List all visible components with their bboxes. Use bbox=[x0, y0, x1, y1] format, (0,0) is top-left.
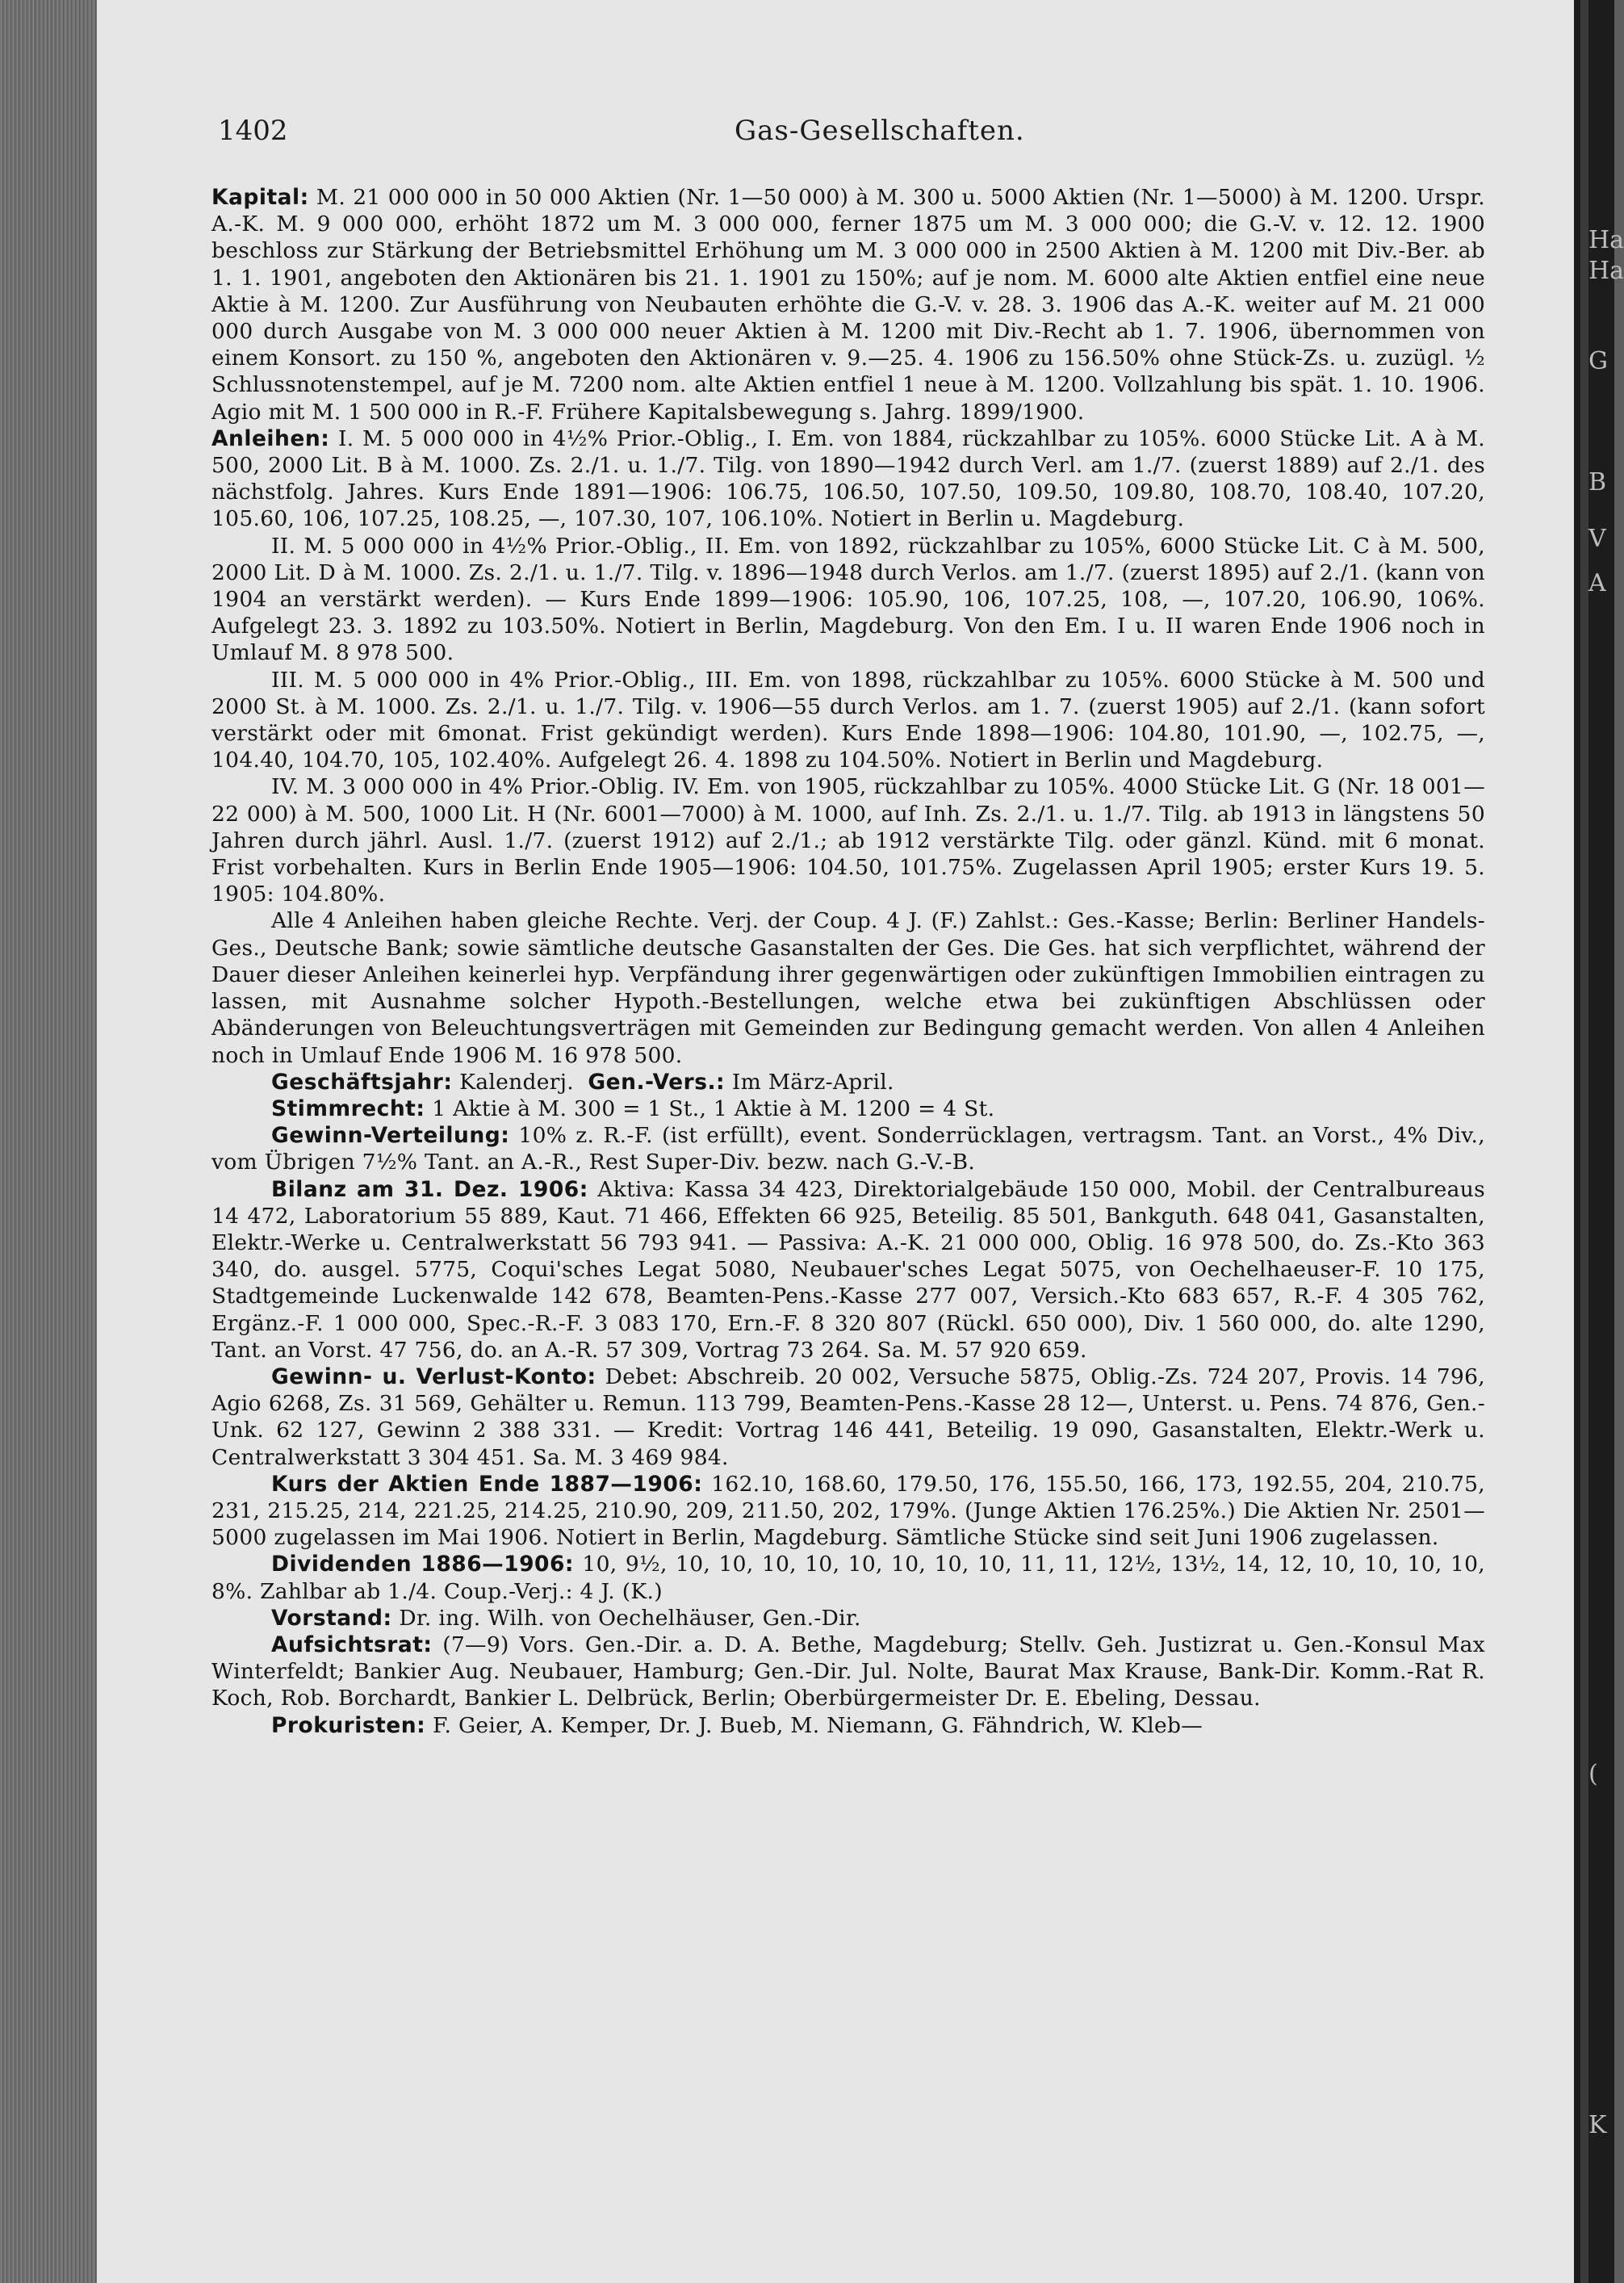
section-anleihe-3 bbox=[211, 667, 1485, 774]
section-text: Debet: Abschreib. 20 002, Versuche 5875, Oblig.-Zs. 724 207, Provis. 14 796, Agio 6268, Zs. 31 569, Gehälter u. Remun. 113 799, Beamten-Pens.-Kasse 28 12—, Unterst. u. Pens. 74 876, Gen.-Unk. 62 127, Gewinn 2 388 331. — Kredit: Vortrag 146 441, Beteilig. 19 090, Gasanstalten, Elektr.-Werk u. Centralwerkstatt 3 304 451. Sa. M. 3 469 984. bbox=[211, 1364, 1485, 1470]
section-label: Vorstand: bbox=[271, 1605, 392, 1631]
page-header bbox=[218, 115, 1517, 147]
section-label: Geschäftsjahr: bbox=[271, 1069, 453, 1095]
section-label: Kurs der Aktien Ende 1887—1906: bbox=[271, 1471, 703, 1497]
page-edge-shadow bbox=[1580, 0, 1588, 2283]
section-label: Kapital: bbox=[211, 185, 309, 210]
section-geschaeftsjahr bbox=[211, 1069, 1485, 1095]
section-text: Alle 4 Anleihen haben gleiche Rechte. Verj. der Coup. 4 J. (F.) Zahlst.: Ges.-Kasse; Berlin: Berliner Handels-Ges., Deutsche Bank; sowie sämtliche deutsche Gasanstalten der Ges. Die Ges. hat sich verpflichtet, während der Dauer dieser Anleihen keinerlei hyp. Verpfändung ihrer gegenwärtigen oder zukünftigen Immobilien eintragen zu lassen, mit Ausnahme solcher Hypoth.-Bestellungen, welche etwa bei zukünftigen Abschlüssen oder Abänderungen von Beleuchtungsverträgen mit Gemeinden zur Bedingung gemacht werden. Von allen 4 Anleihen noch in Umlauf Ende 1906 M. 16 978 500. bbox=[211, 908, 1485, 1068]
section-dividenden bbox=[211, 1551, 1485, 1604]
page-number: 1402 bbox=[218, 115, 288, 147]
section-text: Im März-April. bbox=[731, 1069, 894, 1095]
section-text: IV. M. 3 000 000 in 4% Prior.-Oblig. IV. Em. von 1905, rückzahlbar zu 105%. 4000 Stücke Lit. G (Nr. 18 001—22 000) à M. 500, 1000 Lit. H (Nr. 6001—7000) à M. 1000, auf Inh. Zs. 2./1. u. 1./7. Tilg. ab 1913 in längstens 50 Jahren durch jährl. Ausl. 1./7. (zuerst 1912) auf 2./1.; ab 1912 verstärkte Tilg. oder gänzl. Künd. mit 6 monat. Frist vorbehalten. Kurs in Berlin Ende 1905—1906: 104.50, 101.75%. Zugelassen April 1905; erster Kurs 19. 5. 1905: 104.80%. bbox=[211, 774, 1485, 907]
section-text: I. M. 5 000 000 in 4½% Prior.-Oblig., I. Em. von 1884, rückzahlbar zu 105%. 6000 Stücke Lit. A à M. 500, 2000 Lit. B à M. 1000. Zs. 2./1. u. 1./7. Tilg. von 1890—1942 durch Verl. am 1./7. (zuerst 1889) auf 2./1. des nächstfolg. Jahres. Kurs Ende 1891—1906: 106.75, 106.50, 107.50, 109.50, 109.80, 108.70, 108.40, 107.20, 105.60, 106, 107.25, 108.25, —, 107.30, 107, 106.10%. Notiert in Berlin u. Magdeburg. bbox=[211, 425, 1485, 532]
section-kurs-aktien bbox=[211, 1471, 1485, 1552]
section-label: Gen.-Vers.: bbox=[588, 1069, 726, 1095]
section-text: 10% z. R.-F. (ist erfüllt), event. Sonderrücklagen, vertragsm. Tant. an Vorst., 4% Div., vom Übrigen 7½% Tant. an A.-R., Rest Super-Div. bezw. nach G.-V.-B. bbox=[211, 1123, 1485, 1175]
section-text: Dr. ing. Wilh. von Oechelhäuser, Gen.-Dir. bbox=[399, 1605, 861, 1631]
margin-fragment: G bbox=[1588, 347, 1608, 375]
section-kapital bbox=[211, 184, 1485, 425]
section-anleihen bbox=[211, 425, 1485, 533]
section-label: Gewinn- u. Verlust-Konto: bbox=[271, 1364, 596, 1389]
section-label: Gewinn-Verteilung: bbox=[271, 1123, 510, 1149]
section-aufsichtsrat bbox=[211, 1632, 1485, 1712]
section-gewinn-verlust bbox=[211, 1364, 1485, 1471]
margin-fragment: ( bbox=[1588, 1760, 1598, 1788]
section-bilanz bbox=[211, 1176, 1485, 1364]
section-vorstand bbox=[211, 1605, 1485, 1632]
next-page-edge bbox=[1574, 0, 1614, 2283]
section-label: Dividenden 1886—1906: bbox=[271, 1552, 575, 1577]
section-label: Anleihen: bbox=[211, 425, 330, 451]
section-text: F. Geier, A. Kemper, Dr. J. Bueb, M. Niemann, G. Fähndrich, W. Kleb— bbox=[432, 1712, 1203, 1738]
margin-fragment: Ha bbox=[1588, 226, 1624, 254]
margin-fragment: B bbox=[1588, 468, 1607, 496]
document-body bbox=[211, 184, 1485, 1739]
section-text: 10, 9½, 10, 10, 10, 10, 10, 10, 10, 10, 11, 11, 12½, 13½, 14, 12, 10, 10, 10, 10, 8%. Zahlbar ab 1./4. Coup.-Verj.: 4 J. (K.) bbox=[211, 1552, 1485, 1604]
section-gewinn-verteilung bbox=[211, 1122, 1485, 1175]
margin-fragment: A bbox=[1588, 569, 1606, 597]
section-text: Kalenderj. bbox=[459, 1069, 574, 1095]
section-text: 1 Aktie à M. 300 = 1 St., 1 Aktie à M. 1200 = 4 St. bbox=[432, 1095, 995, 1121]
section-text: Aktiva: Kassa 34 423, Direktorialgebäude 150 000, Mobil. der Centralbureaus 14 472, Laboratorium 55 889, Kaut. 71 466, Effekten 66 925, Beteilig. 85 501, Bankguth. 648 041, Gasanstalten, Elektr.-Werke u. Centralwerkstatt 56 793 941. — Passiva: A.-K. 21 000 000, Oblig. 16 978 500, do. Zs.-Kto 363 340, do. ausgel. 5775, Coqui'sches Legat 5080, Neubauer'sches Legat 5075, von Oechelhaeuser-F. 10 175, Stadtgemeinde Luckenwalde 142 678, Beamten-Pens.-Kasse 277 007, Versich.-Kto 683 657, R.-F. 4 305 762, Ergänz.-F. 1 000 000, Spec.-R.-F. 3 083 170, Ern.-F. 8 320 807 (Rückl. 650 000), Div. 1 560 000, do. alte 1290, Tant. an Vorst. 47 756, do. an A.-R. 57 309, Vortrag 73 264. Sa. M. 57 920 659. bbox=[211, 1176, 1485, 1363]
section-prokuristen bbox=[211, 1712, 1485, 1739]
section-text: II. M. 5 000 000 in 4½% Prior.-Oblig., II. Em. von 1892, rückzahlbar zu 105%, 6000 Stücke Lit. C à M. 500, 2000 Lit. D à M. 1000. Zs. 2./1. u. 1./7. Tilg. v. 1896—1948 durch Verlos. am 1./7. (zuerst 1895) auf 2./1. (kann von 1904 an verstärkt werden). — Kurs Ende 1899—1906: 105.90, 106, 107.25, 108, —, 107.20, 106.90, 106%. Aufgelegt 23. 3. 1892 zu 103.50%. Notiert in Berlin, Magdeburg. Von den Em. I u. II waren Ende 1906 noch in Umlauf M. 8 978 500. bbox=[211, 533, 1485, 666]
book-binding bbox=[0, 0, 97, 2283]
margin-fragment: K bbox=[1588, 2111, 1607, 2139]
page-title: Gas-Gesellschaften. bbox=[735, 115, 1025, 147]
section-anleihe-2 bbox=[211, 533, 1485, 667]
section-text: 162.10, 168.60, 179.50, 176, 155.50, 166, 173, 192.55, 204, 210.75, 231, 215.25, 214, 221.25, 214.25, 210.90, 209, 211.50, 202, 179%. (Junge Aktien 176.25%.) Die Aktien Nr. 2501—5000 zugelassen im Mai 1906. Notiert in Berlin, Magdeburg. Sämtliche Stücke sind seit Juni 1906 zugelassen. bbox=[211, 1471, 1485, 1551]
margin-fragment: V bbox=[1588, 525, 1606, 553]
section-text: M. 21 000 000 in 50 000 Aktien (Nr. 1—50 000) à M. 300 u. 5000 Aktien (Nr. 1—5000) à M. 1200. Urspr. A.-K. M. 9 000 000, erhöht 1872 um M. 3 000 000, ferner 1875 um M. 3 000 000; die G.-V. v. 12. 12. 1900 beschloss zur Stärkung der Betriebsmittel Erhöhung um M. 3 000 000 in 2500 Aktien à M. 1200 mit Div.-Ber. ab 1. 1. 1901, angeboten den Aktionären bis 21. 1. 1901 zu 150%; auf je nom. M. 6000 alte Aktien entfiel eine neue Aktie à M. 1200. Zur Ausführung von Neubauten erhöhte die G.-V. v. 28. 3. 1906 das A.-K. weiter auf M. 21 000 000 durch Ausgabe von M. 3 000 000 neuer Aktien à M. 1200 mit Div.-Recht ab 1. 7. 1906, übernommen von einem Konsort. zu 150 %, angeboten den Aktionären v. 9.—25. 4. 1906 zu 156.50% ohne Stück-Zs. u. zuzügl. ½ Schlussnotenstempel, auf je M. 7200 nom. alte Aktien entfiel 1 neue à M. 1200. Vollzahlung bis spät. 1. 10. 1906. Agio mit M. 1 500 000 in R.-F. Frühere Kapitalsbewegung s. Jahrg. 1899/1900. bbox=[211, 185, 1485, 425]
section-text: (7—9) Vors. Gen.-Dir. a. D. A. Bethe, Magdeburg; Stellv. Geh. Justizrat u. Gen.-Konsul Max Winterfeldt; Bankier Aug. Neubauer, Hamburg; Gen.-Dir. Jul. Nolte, Baurat Max Krause, Bank-Dir. Komm.-Rat R. Koch, Rob. Borchardt, Bankier L. Delbrück, Berlin; Oberbürgermeister Dr. E. Ebeling, Dessau. bbox=[211, 1632, 1485, 1711]
section-label: Aufsichtsrat: bbox=[271, 1632, 433, 1657]
section-label: Stimmrecht: bbox=[271, 1095, 425, 1121]
section-stimmrecht bbox=[211, 1095, 1485, 1122]
section-text: III. M. 5 000 000 in 4% Prior.-Oblig., III. Em. von 1898, rückzahlbar zu 105%. 6000 Stücke à M. 500 und 2000 St. à M. 1000. Zs. 2./1. u. 1./7. Tilg. v. 1906—55 durch Verlos. am 1. 7. (zuerst 1905) auf 2./1. (kann sofort verstärkt oder mit 6monat. Frist gekündigt werden). Kurs Ende 1898—1906: 104.80, 101.90, —, 102.75, —, 104.40, 104.70, 105, 102.40%. Aufgelegt 26. 4. 1898 zu 104.50%. Notiert in Berlin und Magdeburg. bbox=[211, 667, 1485, 773]
section-label: Prokuristen: bbox=[271, 1712, 426, 1738]
section-anleihe-4 bbox=[211, 773, 1485, 907]
margin-fragment: Ha bbox=[1588, 257, 1624, 285]
section-anleihen-rechte bbox=[211, 907, 1485, 1068]
section-label: Bilanz am 31. Dez. 1906: bbox=[271, 1176, 588, 1202]
